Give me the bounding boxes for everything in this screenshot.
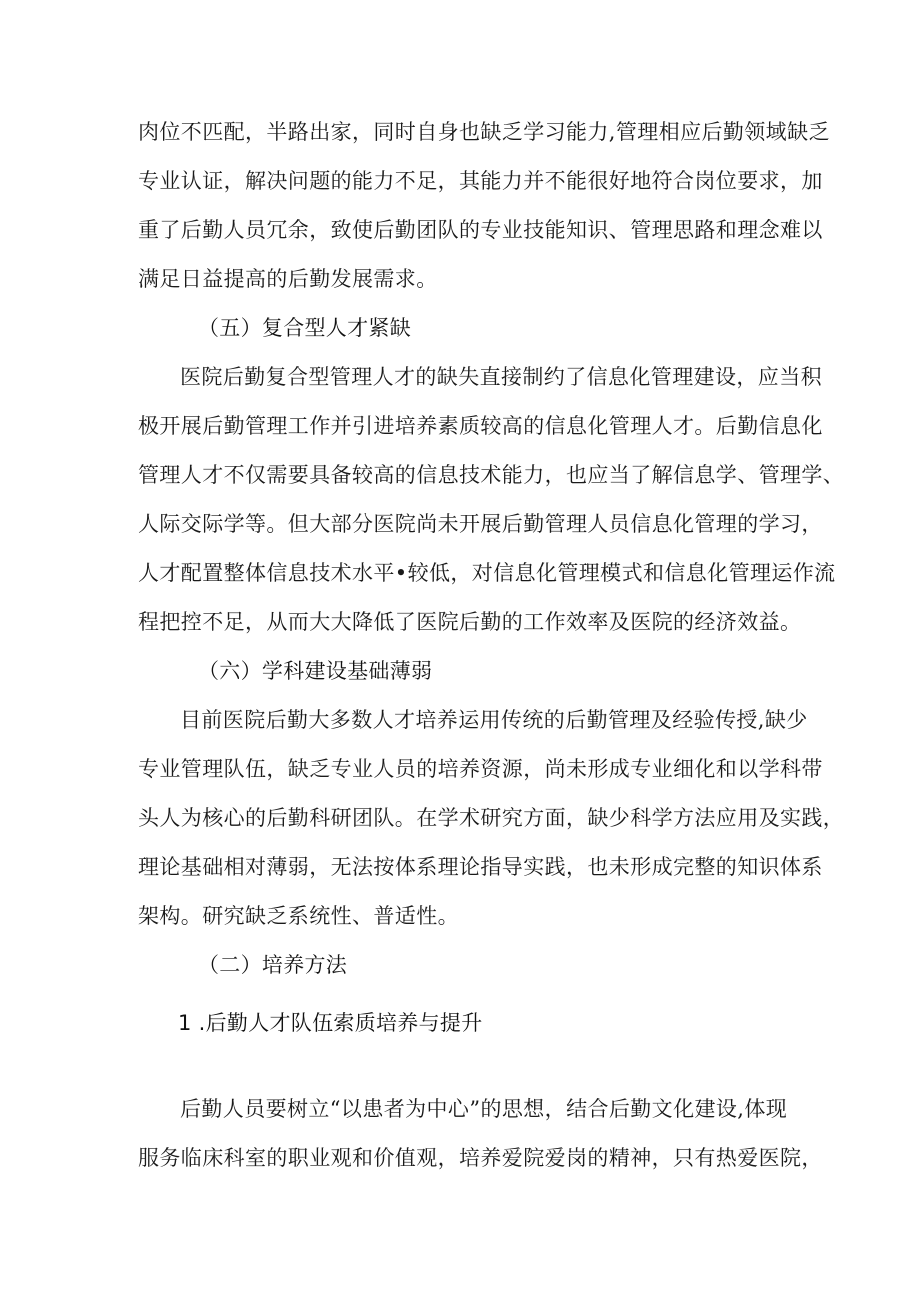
paragraph-line: 管理人才不仅需要具备较高的信息技术能力，也应当了解信息学、管理学、 <box>138 463 845 487</box>
paragraph-line: 专业管理队伍，缺乏专业人员的培养资源，尚未形成专业细化和以学科带 <box>138 757 823 781</box>
paragraph-line: 架构。研究缺乏系统性、普适性。 <box>138 904 459 928</box>
paragraph-line: 医院后勤复合型管理人才的缺失直接制约了信息化管理建设，应当积 <box>180 365 822 389</box>
paragraph-line: 程把控不足，从而大大降低了医院后勤的工作效率及医院的经济效益。 <box>138 610 802 634</box>
section-heading-5: （五）复合型人才紧缺 <box>198 316 411 340</box>
paragraph-line: 肉位不匹配，半路出家，同时自身也缺乏学习能力,管理相应后勤领域缺乏 <box>138 120 830 144</box>
section-heading-methods: （二）培养方法 <box>198 953 348 977</box>
paragraph-line: 重了后勤人员冗余，致使后勤团队的专业技能知识、管理思路和理念难以 <box>138 218 823 242</box>
paragraph-line: 服务临床科室的职业观和价值观，培养爱院爱岗的精神，只有热爱医院， <box>138 1146 823 1170</box>
paragraph-line: 人际交际学等。但大部分医院尚未开展后勤管理人员信息化管理的学习， <box>138 512 823 536</box>
paragraph-line: 头人为核心的后勤科研团队。在学术研究方面，缺少科学方法应用及实践， <box>138 806 845 830</box>
section-heading-6: （六）学科建设基础薄弱 <box>198 659 433 683</box>
paragraph-line: 目前医院后勤大多数人才培养运用传统的后勤管理及经验传授,缺少 <box>180 708 808 732</box>
paragraph-line: 满足日益提高的后勤发展需求。 <box>138 267 438 291</box>
paragraph-line: 人才配置整体信息技术水平•较低，对信息化管理模式和信息化管理运作流 <box>138 561 836 585</box>
paragraph-line: 专业认证，解决问题的能力不足，其能力并不能很好地符合岗位要求，加 <box>138 169 823 193</box>
paragraph-line: 极开展后勤管理工作并引进培养素质较高的信息化管理人才。后勤信息化 <box>138 414 823 438</box>
paragraph-line: 后勤人员要树立“以患者为中心”的思想，结合后勤文化建设,体现 <box>180 1097 788 1121</box>
paragraph-line: 理论基础相对薄弱，无法按体系理论指导实践，也未形成完整的知识体系 <box>138 855 823 879</box>
subsection-heading-1: 1 .后勤人才队伍索质培养与提升 <box>178 1011 483 1035</box>
